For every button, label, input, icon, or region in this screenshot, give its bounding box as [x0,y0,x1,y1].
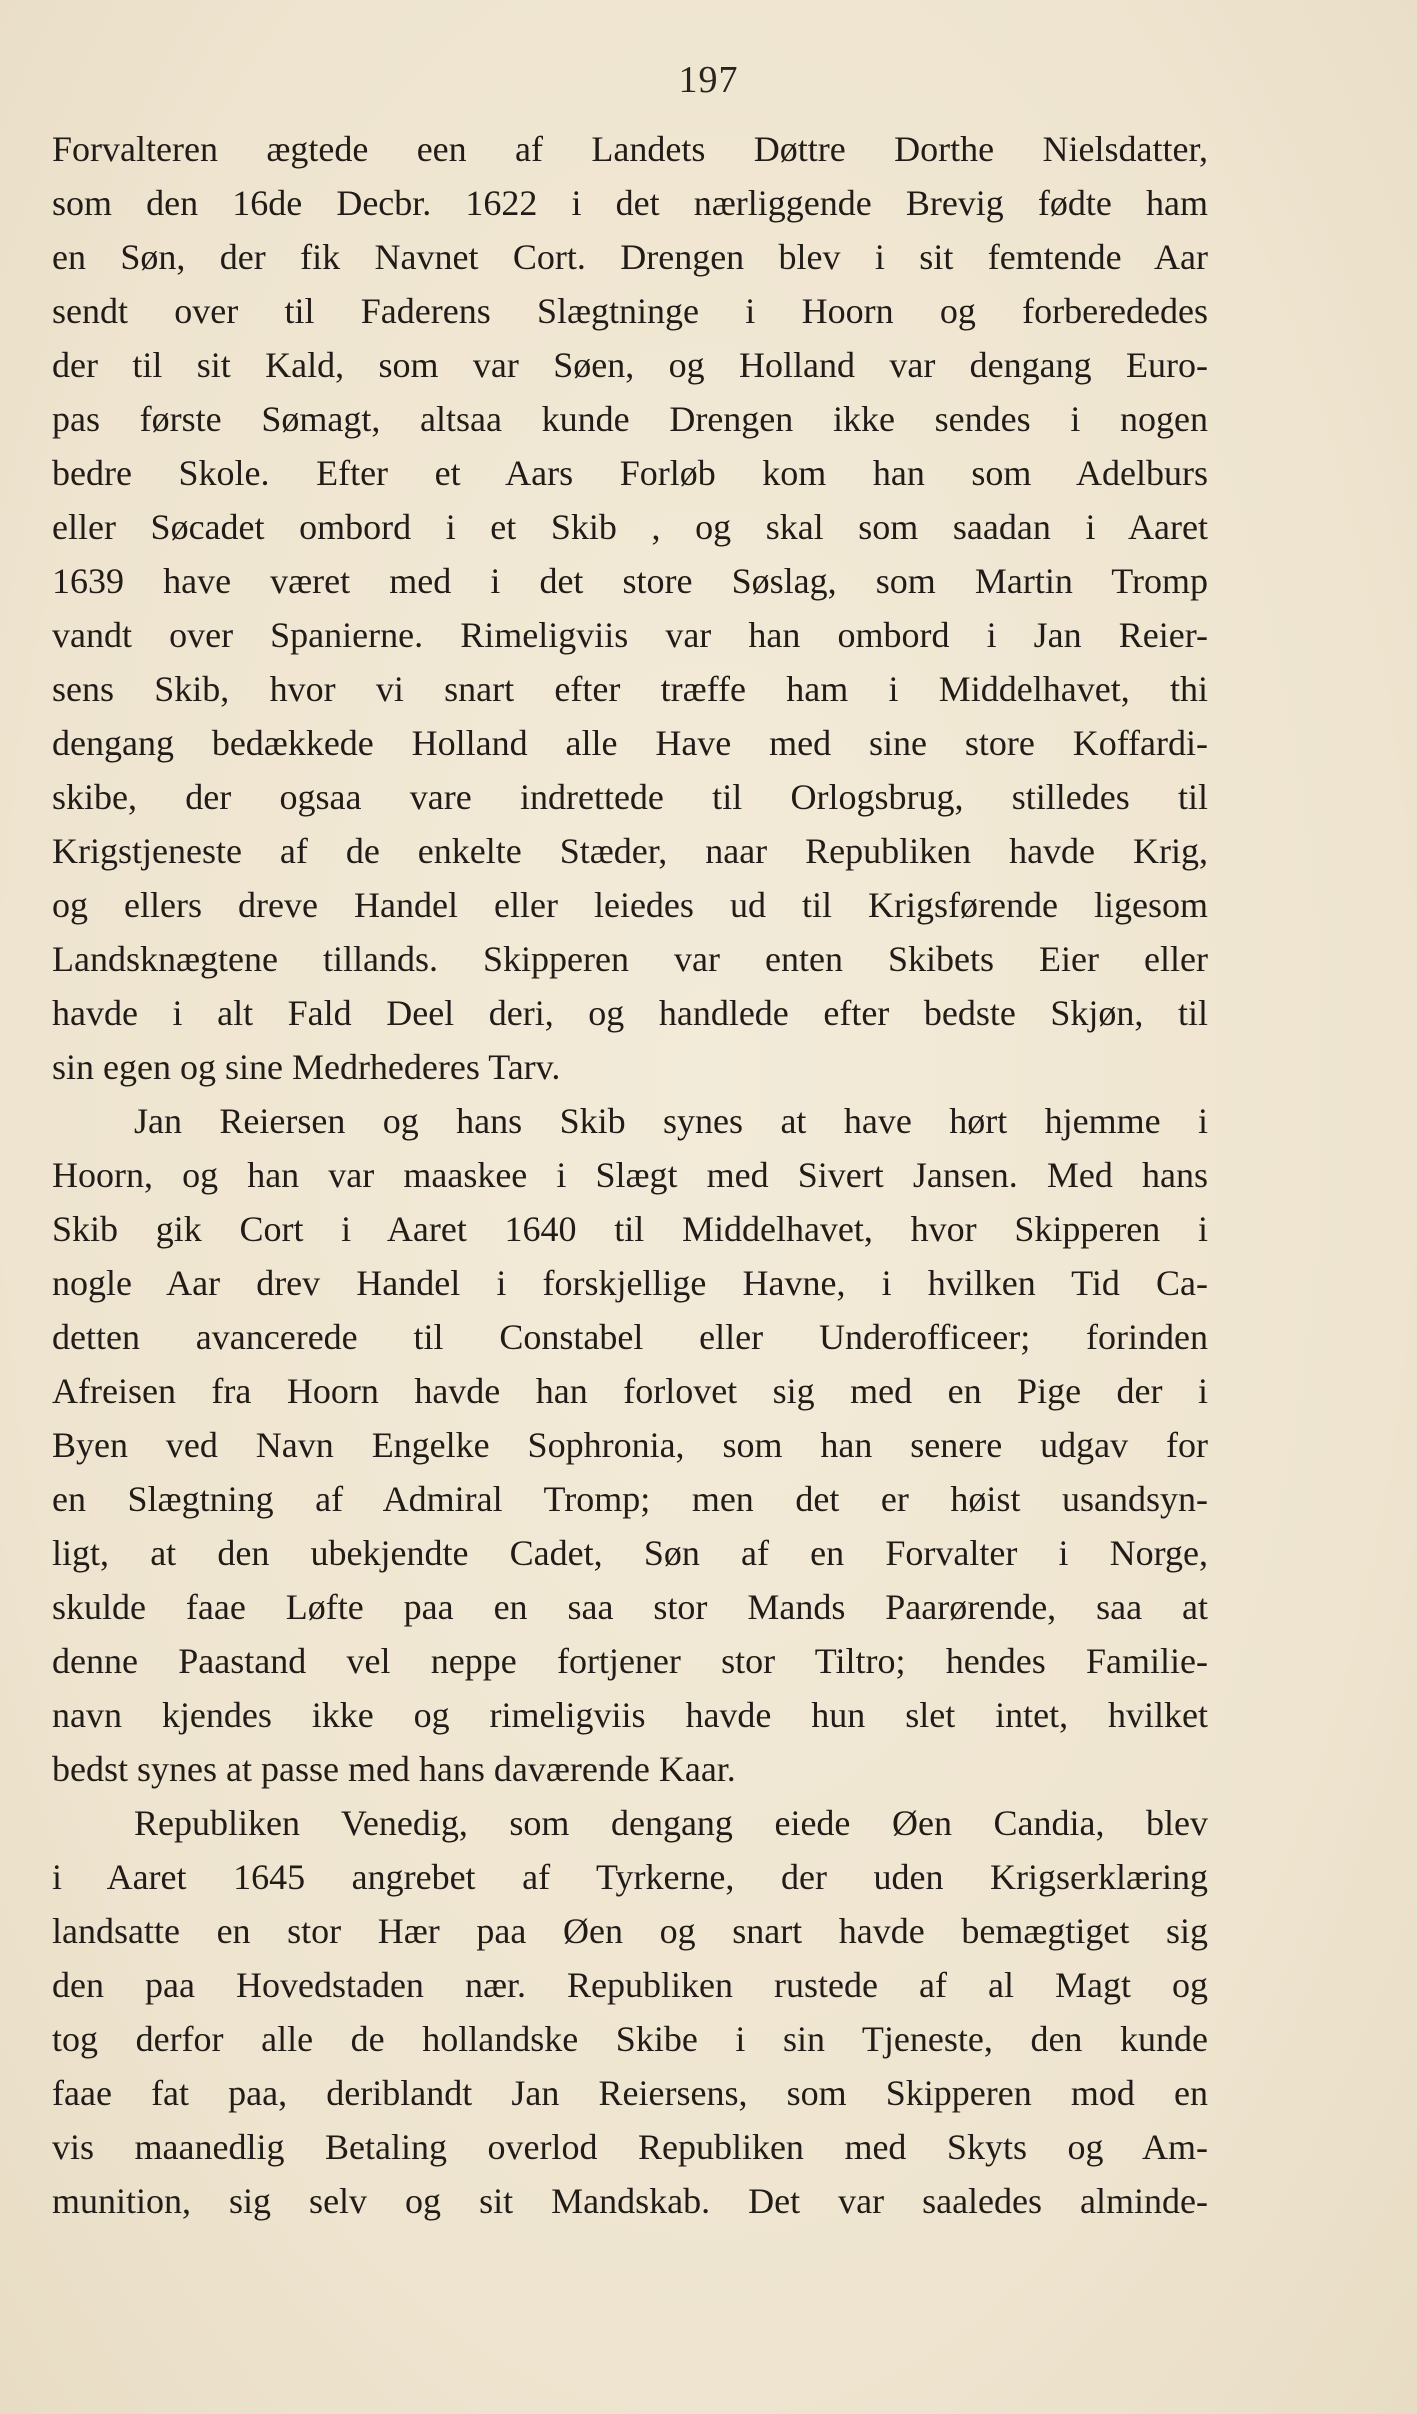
text-line: pas første Sømagt, altsaa kunde Drengen ikke sendes i nogen [52,399,1208,439]
paragraph-end-line: bedst synes at passe med hans daværende Kaar. [52,1749,736,1789]
text-line: Forvalteren ægtede een af Landets Døttre Dorthe Nielsdatter, [52,129,1208,169]
text-line: en Slægtning af Admiral Tromp; men det er høist usandsyn- [52,1479,1208,1519]
text-line: nogle Aar drev Handel i forskjellige Havne, i hvilken Tid Ca- [52,1263,1208,1303]
text-line: en Søn, der fik Navnet Cort. Drengen blev i sit femtende Aar [52,237,1208,277]
text-line: Byen ved Navn Engelke Sophronia, som han senere udgav for [52,1425,1208,1465]
text-line: skibe, der ogsaa vare indrettede til Orlogsbrug, stilledes til [52,777,1208,817]
text-line: der til sit Kald, som var Søen, og Holland var dengang Euro- [52,345,1208,385]
text-line: ligt, at den ubekjendte Cadet, Søn af en Forvalter i Norge, [52,1533,1208,1573]
text-line: 1639 have været med i det store Søslag, som Martin Tromp [52,561,1208,601]
text-line: Hoorn, og han var maaskee i Slægt med Sivert Jansen. Med hans [52,1155,1208,1195]
text-line: Skib gik Cort i Aaret 1640 til Middelhavet, hvor Skipperen i [52,1209,1208,1249]
text-line: detten avancerede til Constabel eller Underofficeer; forinden [52,1317,1208,1357]
text-line: faae fat paa, deriblandt Jan Reiersens, som Skipperen mod en [52,2073,1208,2113]
paragraph-start-line: Republiken Venedig, som dengang eiede Øen Candia, blev [134,1803,1208,1843]
text-line: Krigstjeneste af de enkelte Stæder, naar Republiken havde Krig, [52,831,1208,871]
page-number: 197 [678,59,739,101]
text-line: sendt over til Faderens Slægtninge i Hoorn og forberededes [52,291,1208,331]
text-line: som den 16de Decbr. 1622 i det nærliggende Brevig fødte ham [52,183,1208,223]
paragraph-start-line: Jan Reiersen og hans Skib synes at have hørt hjemme i [134,1101,1208,1141]
paragraph-end-line: sin egen og sine Medrhederes Tarv. [52,1047,561,1087]
text-line: landsatte en stor Hær paa Øen og snart havde bemægtiget sig [52,1911,1208,1951]
text-line: havde i alt Fald Deel deri, og handlede efter bedste Skjøn, til [52,993,1208,1033]
text-line: i Aaret 1645 angrebet af Tyrkerne, der uden Krigserklæring [52,1857,1208,1897]
text-line: munition, sig selv og sit Mandskab. Det var saaledes alminde- [52,2181,1208,2221]
text-line: Landsknægtene tillands. Skipperen var enten Skibets Eier eller [52,939,1208,979]
text-line: Afreisen fra Hoorn havde han forlovet sig med en Pige der i [52,1371,1208,1411]
text-line: denne Paastand vel neppe fortjener stor Tiltro; hendes Familie- [52,1641,1208,1681]
text-line: bedre Skole. Efter et Aars Forløb kom han som Adelburs [52,453,1208,493]
text-line: eller Søcadet ombord i et Skib , og skal som saadan i Aaret [52,507,1208,547]
text-line: navn kjendes ikke og rimeligviis havde hun slet intet, hvilket [52,1695,1208,1735]
text-line: tog derfor alle de hollandske Skibe i sin Tjeneste, den kunde [52,2019,1208,2059]
text-line: vandt over Spanierne. Rimeligviis var han ombord i Jan Reier- [52,615,1208,655]
text-line: den paa Hovedstaden nær. Republiken rustede af al Magt og [52,1965,1208,2005]
text-line: skulde faae Løfte paa en saa stor Mands Paarørende, saa at [52,1587,1208,1627]
body-text [52,122,1208,2228]
text-line: vis maanedlig Betaling overlod Republiken med Skyts og Am- [52,2127,1208,2167]
text-line: dengang bedækkede Holland alle Have med sine store Koffardi- [52,723,1208,763]
text-line: og ellers dreve Handel eller leiedes ud til Krigsførende ligesom [52,885,1208,925]
text-line: sens Skib, hvor vi snart efter træffe ham i Middelhavet, thi [52,669,1208,709]
